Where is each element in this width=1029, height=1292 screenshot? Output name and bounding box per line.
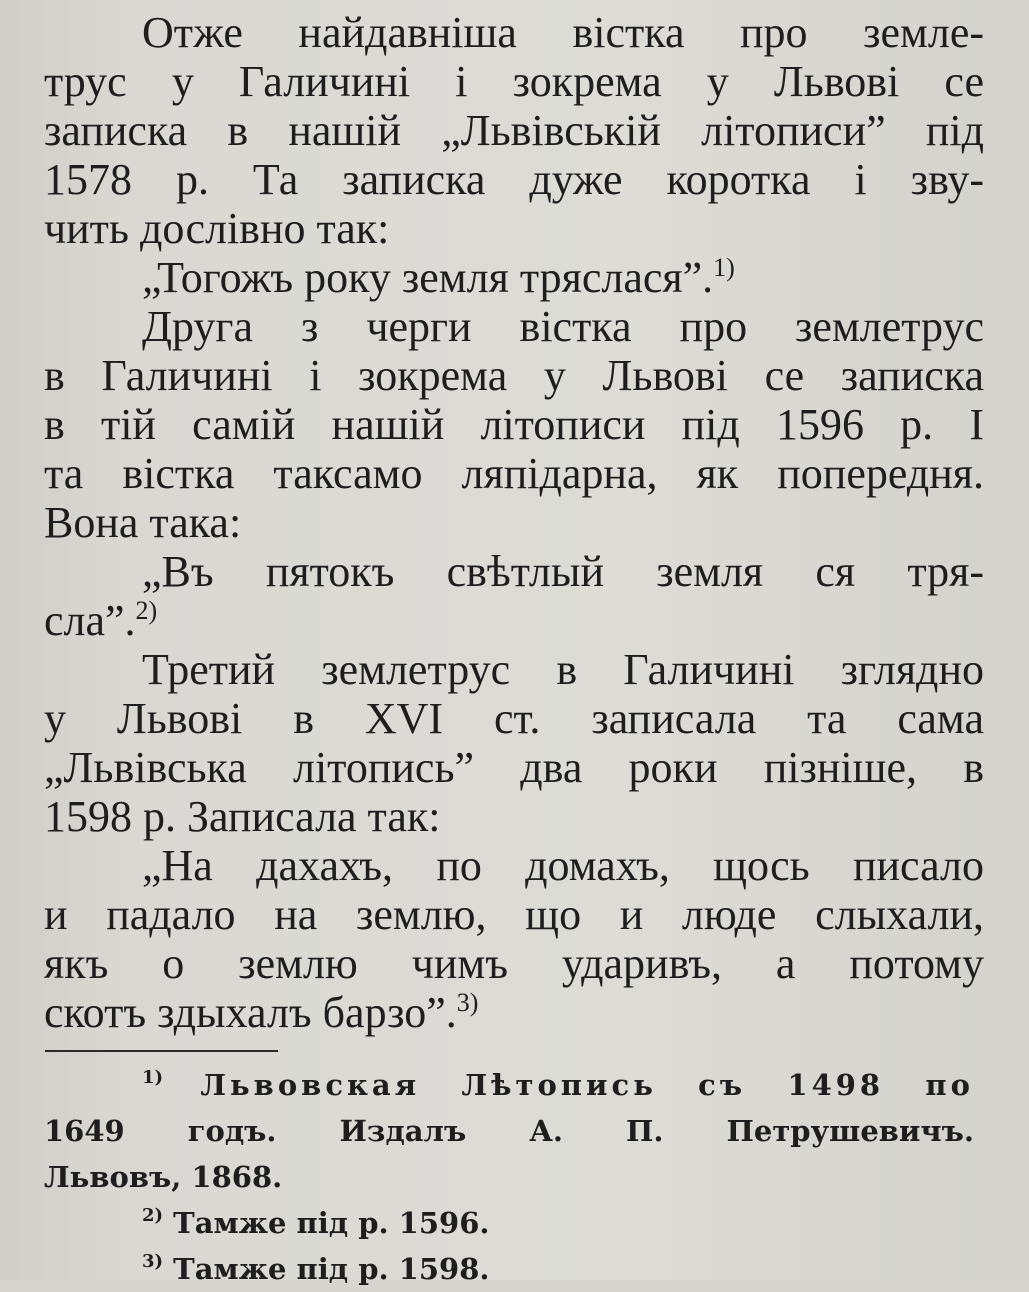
text-line: 1578 р. Та записка дуже коротка і зву- — [44, 155, 984, 204]
footnote-ref: 2) — [135, 596, 158, 625]
text-line: 1598 р. Записала так: — [44, 792, 441, 841]
quote-text: „Тогожъ року земля трясласяˮ. — [142, 253, 714, 302]
quote-line: „Въ пятокъ свѣтлый земля ся тря- — [142, 547, 984, 596]
text-line: у Львові в XVI ст. записала та сама — [44, 694, 984, 743]
quote-line: якъ о землю чимъ ударивъ, а потому — [44, 939, 984, 988]
main-text — [44, 8, 984, 1037]
quote-line: „На дахахъ, по домахъ, щось писало — [142, 841, 984, 890]
text-line: трус у Галичині і зокрема у Львові се — [44, 57, 984, 106]
text-line: чить дослівно так: — [44, 204, 390, 253]
quote-text: сла”. — [44, 596, 136, 645]
quote-line — [44, 988, 984, 1037]
text-line: Третий землетрус в Галичині зглядно — [142, 645, 984, 694]
quote-line — [44, 253, 984, 302]
footnote-line: 1649 годъ. Издалъ А. П. Петрушевичъ. — [44, 1114, 974, 1148]
text-line: в тій самій нашій літописи під 1596 р. І — [44, 400, 984, 449]
footnote-line — [44, 1246, 974, 1292]
text-line: Вона така: — [44, 498, 242, 547]
footnote-divider — [45, 1050, 278, 1052]
text-line: в Галичині і зокрема у Львові се записка — [44, 351, 984, 400]
footnote-ref: 3) — [456, 988, 479, 1017]
footnote-ref: 1) — [713, 253, 735, 282]
footnote-marker: 2) — [142, 1205, 164, 1226]
footnote-line — [44, 1062, 974, 1108]
footnote-text: Львовская Лѣтопись съ 1498 по — [200, 1068, 974, 1102]
text-line: Отже найдавніша вістка про земле- — [142, 8, 984, 57]
text-line: Друга з черги вістка про землетрус — [142, 302, 984, 351]
quote-line: и падало на землю, що и люде слыхали, — [44, 890, 984, 939]
footnote-text: Тамже під р. 1598. — [173, 1252, 490, 1286]
quote-line — [44, 596, 984, 645]
footnote-line — [44, 1200, 974, 1246]
footnote-marker: 3) — [142, 1251, 164, 1272]
quote-text: скотъ здыхалъ барзо”. — [44, 988, 457, 1037]
footnote-text: Тамже під р. 1596. — [173, 1206, 490, 1240]
footnote-line: Львовъ, 1868. — [44, 1160, 283, 1194]
text-line: записка в нашій „Львівській літописи” під — [44, 106, 984, 155]
footnote-marker: 1) — [142, 1067, 164, 1088]
text-line: та вістка таксамо ляпідарна, як попередня. — [44, 449, 984, 498]
text-line: „Львівська літопись” два роки пізніше, в — [44, 743, 984, 792]
footnotes — [44, 1062, 974, 1292]
